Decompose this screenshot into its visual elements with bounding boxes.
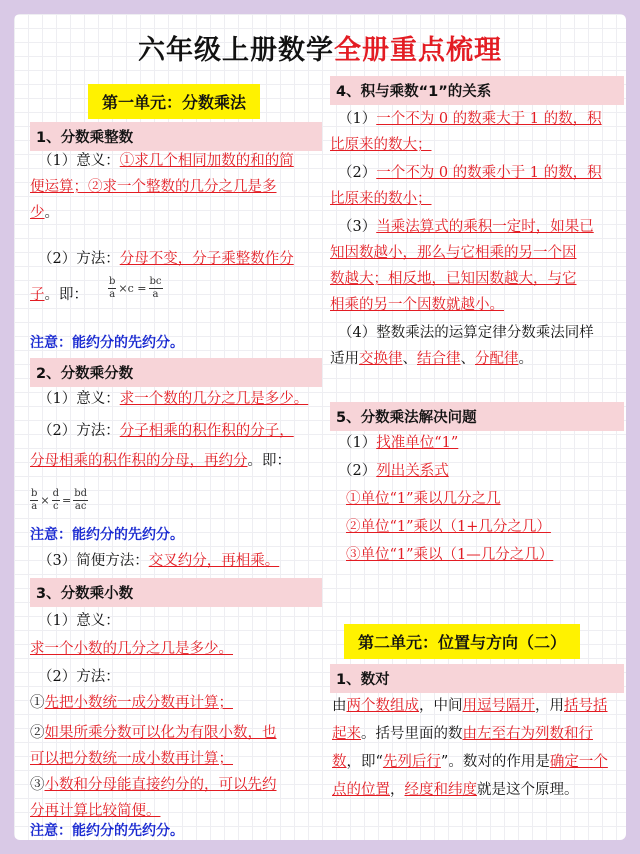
s1-meaning: （1）意义：①求几个相同加数的和的简 便运算；②求一个整数的几分之几是多 少。 [30,153,294,221]
u2-s1-content: 由两个数组成，中间用逗号隔开，用括号括起来。括号里面的数由左至右为列数和行数，即“先列后行”。数对的作用是确定一个点的位置，经度和纬度就是这个原理。 [332,698,608,798]
section-heading: 4、积与乘数“1”的关系 [330,76,624,105]
s5-content: （1）找准单位“1” （2）列出关系式 ①单位“1”乘以几分之几 ②单位“1”乘以（1+几分之几） ③单位“1”乘以（1—几分之几） [338,435,554,563]
s4-content: （1）一个不为 0 的数乘大于 1 的数，积 比原来的数大； （2）一个不为 0 的数乘小于 1 的数，积 比原来的数小； （3）当乘法算式的乘积一定时，如果已 知因数越小，那么与它相乘的另一个因 数越大；相反地，已知因数越大，与它 相乘的另一个因数就越小。 （4）整数乘法的运算定律分数乘法同样 适用交换律、结合律、分配律。 [330,111,602,367]
s2-simple: （3）简便方法：交叉约分，再相乘。 [38,553,280,569]
section-heading: 1、数对 [330,664,624,693]
unit1-badge: 第一单元：分数乘法 [88,84,260,119]
s2-meaning: （1）意义：求一个数的几分之几是多少。 [38,391,309,407]
note: 注意：能约分的先约分。 [30,527,184,543]
s1-method: （2）方法：分母不变，分子乘整数作分 [38,251,294,267]
section-heading: 5、分数乘法解决问题 [330,402,624,431]
formula-2: $\frac{b}{a}$ × $\frac{d}{c}$ = $\frac{bd}{ac}$ [31,488,88,512]
section-heading: 1、分数乘整数 [30,122,322,151]
s1-formula-line: 子。即： [30,287,88,303]
section-heading: 2、分数乘分数 [30,358,322,387]
s3-method: （2）方法： [38,669,120,685]
page [14,14,626,840]
title-black: 六年级上册数学 [138,35,334,66]
title-red: 全册重点梳理 [334,35,502,66]
page-title [14,28,626,67]
s3-meaning: （1）意义： 求一个小数的几分之几是多少。 [30,613,233,657]
s3-methods-list: ①先把小数统一成分数再计算； ②如果所乘分数可以化为有限小数，也 可以把分数统一成小数再计算； ③小数和分母能直接约分的，可以先约 分再计算比较简便。 [30,695,277,819]
unit2-badge: 第二单元：位置与方向（二） [344,624,580,659]
formula-1: $\frac{b}{a}$ ×c = $\frac{bc}{a}$ [109,276,162,300]
note: 注意：能约分的先约分。 [30,823,184,839]
section-heading: 3、分数乘小数 [30,578,322,607]
note: 注意：能约分的先约分。 [30,335,184,351]
s2-method: （2）方法：分子相乘的积作积的分子， 分母相乘的积作积的分母，再约分。即： [30,423,294,469]
